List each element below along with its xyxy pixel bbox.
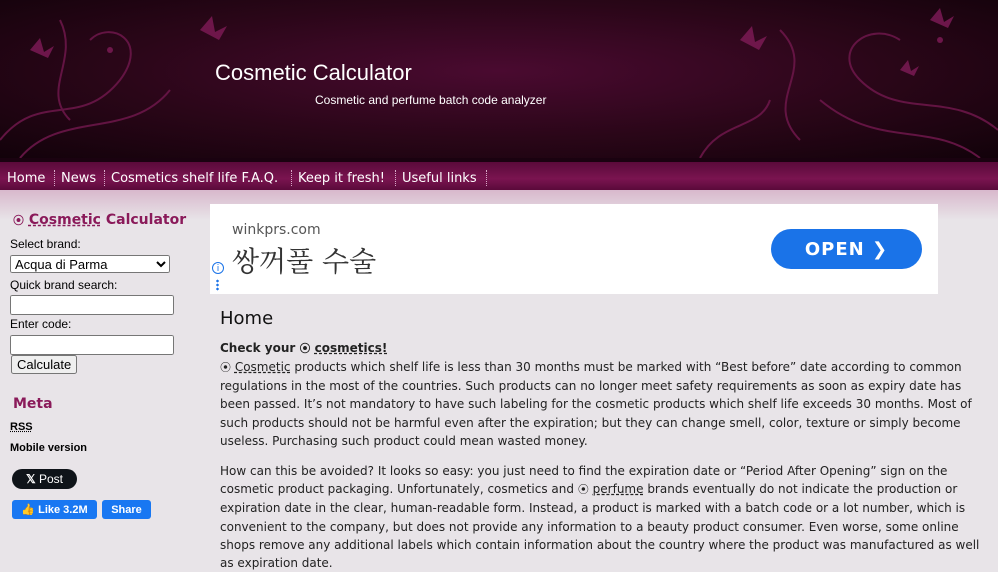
nav-item-home[interactable]: Home: [7, 171, 46, 186]
nav-separator: [54, 170, 55, 186]
perfume-link[interactable]: perfume: [592, 482, 644, 497]
subheading: [220, 340, 387, 356]
meta-heading: Meta: [13, 396, 53, 412]
facebook-share-button[interactable]: Share: [102, 500, 151, 519]
intro-paragraph: [220, 358, 988, 450]
nav-item-keep-fresh[interactable]: Keep it fresh!: [298, 171, 385, 186]
calculate-button[interactable]: Calculate: [11, 355, 77, 374]
second-paragraph-text-a: How can this be avoided? It looks so easy: you just need to find the expiration date or “Period After Opening” sign on the cosmetic product packaging. Unfortunately, cosmetics and: [220, 464, 948, 497]
calculator-heading-rest: Calculator: [100, 212, 187, 228]
x-post-button[interactable]: [12, 469, 77, 489]
brand-select[interactable]: [10, 255, 170, 273]
rss-link[interactable]: RSS: [10, 421, 33, 433]
link-circle-icon: ⦿: [577, 483, 589, 497]
second-paragraph-text-b: brands eventually do not indicate the production or expiration date in the clear, human-readable form. Instead, a product is marked with a batch code or a lot number, which is convenient to the company, but does not provide any information to a beauty product consumer. Even worse, some online shops remove any additional labels which contain information about the country where the product was manufactured as well as expiration date.: [220, 482, 980, 571]
link-circle-icon: ⦿: [13, 214, 24, 227]
ad-info-icon[interactable]: i: [212, 262, 224, 274]
select-brand-label: Select brand:: [10, 237, 81, 251]
nav-separator: [291, 170, 292, 186]
link-circle-icon: ⦿: [220, 361, 231, 374]
facebook-like-button[interactable]: [12, 500, 97, 519]
chevron-right-icon: ❯: [872, 239, 889, 260]
subheading-prefix: Check your: [220, 341, 300, 355]
calculator-heading-link[interactable]: Cosmetic: [28, 212, 101, 228]
quick-search-label: Quick brand search:: [10, 278, 118, 292]
nav-separator: [486, 170, 487, 186]
ad-headline: 쌍꺼풀 수술: [232, 245, 377, 278]
ad-open-button[interactable]: [771, 229, 922, 269]
quick-brand-search-input[interactable]: [10, 295, 174, 315]
main-nav: [0, 158, 998, 190]
thumbs-up-icon: 👍: [21, 504, 36, 516]
link-circle-icon: ⦿: [299, 342, 311, 355]
site-title[interactable]: Cosmetic Calculator: [215, 60, 412, 85]
site-header: [0, 0, 998, 158]
page-title: Home: [220, 308, 274, 329]
nav-item-useful-links[interactable]: Useful links: [402, 171, 477, 186]
site-tagline: Cosmetic and perfume batch code analyzer: [315, 93, 547, 107]
ad-open-label: OPEN: [804, 239, 865, 260]
ad-options-icon[interactable]: [216, 279, 219, 291]
ad-domain: winkprs.com: [232, 222, 321, 238]
nav-separator: [104, 170, 105, 186]
floral-butterfly-decoration: [0, 0, 998, 158]
x-logo-icon: 𝕏: [25, 472, 36, 486]
nav-separator: [395, 170, 396, 186]
intro-paragraph-text: products which shelf life is less than 30 months must be marked with “Best before” date according to common regulations in the most of the countries. Such products can no longer meet safety requirements as soon as expiry date has been passed. It’s not mandatory to have such labeling for the cosmetic products which shelf life exceeds 30 months. Most of such products should not be harmful even after the expiration; but they can change smell, color, texture or simply become useless. Purchasing such product could mean wasted money.: [220, 360, 972, 448]
code-input[interactable]: [10, 335, 174, 355]
calculator-heading: [13, 212, 186, 228]
cosmetic-link[interactable]: Cosmetic: [234, 360, 291, 374]
x-post-label: Post: [39, 472, 64, 486]
enter-code-label: Enter code:: [10, 317, 72, 331]
second-paragraph: [220, 462, 988, 572]
facebook-like-label: Like 3.2M: [38, 504, 88, 516]
mobile-version-link[interactable]: Mobile version: [10, 442, 88, 454]
advertisement-banner[interactable]: [210, 204, 938, 294]
cosmetics-link[interactable]: cosmetics!: [314, 341, 388, 355]
nav-item-news[interactable]: News: [61, 171, 97, 186]
nav-item-faq[interactable]: Cosmetics shelf life F.A.Q.: [111, 171, 279, 186]
